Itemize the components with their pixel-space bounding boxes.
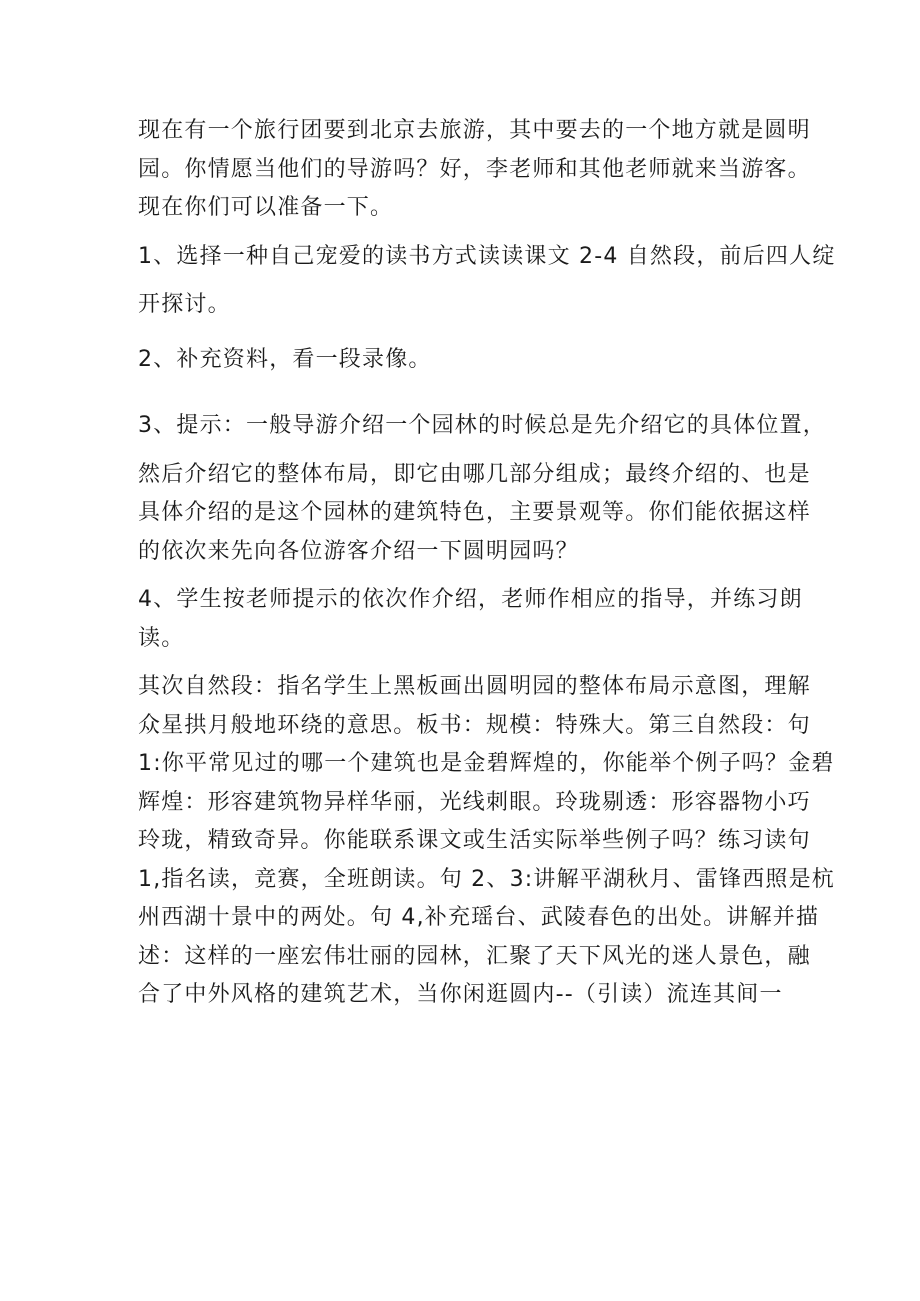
text-line: 开探讨。 [138, 292, 231, 317]
analysis-paragraph [138, 668, 835, 1015]
text-line: 州西湖十景中的两处。句 4,补充瑶台、武陵春色的出处。讲解并描 [138, 905, 820, 930]
text-line: 然后介绍它的整体布局，即它由哪几部分组成；最终介绍的、也是 [138, 461, 811, 487]
text-line: 3、提示：一般导游介绍一个园林的时候总是先介绍它的具体位置， [138, 413, 826, 438]
intro-paragraph [138, 112, 811, 228]
text-line: 1、选择一种自己宠爱的读书方式读读课文 2-4 自然段，前后四人绽 [138, 243, 836, 269]
step-1-paragraph [138, 238, 836, 325]
text-line: 1,指名读，竞赛，全班朗读。句 2、3:讲解平湖秋月、雷锋西照是杭 [138, 866, 835, 892]
document-page [138, 112, 836, 1015]
text-line: 现在你们可以准备一下。 [138, 195, 394, 220]
text-line: 众星拱月般地环绕的意思。板书：规模：特殊大。第三自然段：句 [138, 712, 811, 738]
text-line: 其次自然段：指名学生上黑板画出圆明园的整体布局示意图，理解 [138, 674, 811, 699]
step-2-paragraph [138, 341, 798, 380]
text-line: 园。你情愿当他们的导游吗？好，李老师和其他老师就来当游客。 [138, 156, 811, 182]
text-line: 读。 [138, 625, 185, 651]
text-line: 述：这样的一座宏伟壮丽的园林，汇聚了天下风光的迷人景色，融 [138, 943, 811, 969]
step-4-paragraph [138, 581, 803, 658]
text-line: 4、学生按老师提示的依次作介绍，老师作相应的指导，并练习朗 [138, 587, 803, 612]
text-line: 现在有一个旅行团要到北京去旅游，其中要去的一个地方就是圆明 [138, 118, 811, 143]
step-3-paragraph [138, 407, 826, 571]
text-line: 具体介绍的是这个园林的建筑特色，主要景观等。你们能依据这样 [138, 500, 811, 525]
text-line: 玲珑，精致奇异。你能联系课文或生活实际举些例子吗？练习读句 [138, 828, 811, 853]
text-line: 辉煌：形容建筑物异样华丽，光线刺眼。玲珑剔透：形容器物小巧 [138, 789, 811, 815]
text-line: 的依次来先向各位游客介绍一下圆明园吗？ [138, 538, 579, 564]
text-line: 2、补充资料，看一段录像。 [138, 346, 432, 372]
text-line: 合了中外风格的建筑艺术，当你闲逛圆内--（引读）流连其间一 [138, 982, 783, 1007]
text-line: 1:你平常见过的哪一个建筑也是金碧辉煌的，你能举个例子吗？金碧 [138, 751, 835, 776]
